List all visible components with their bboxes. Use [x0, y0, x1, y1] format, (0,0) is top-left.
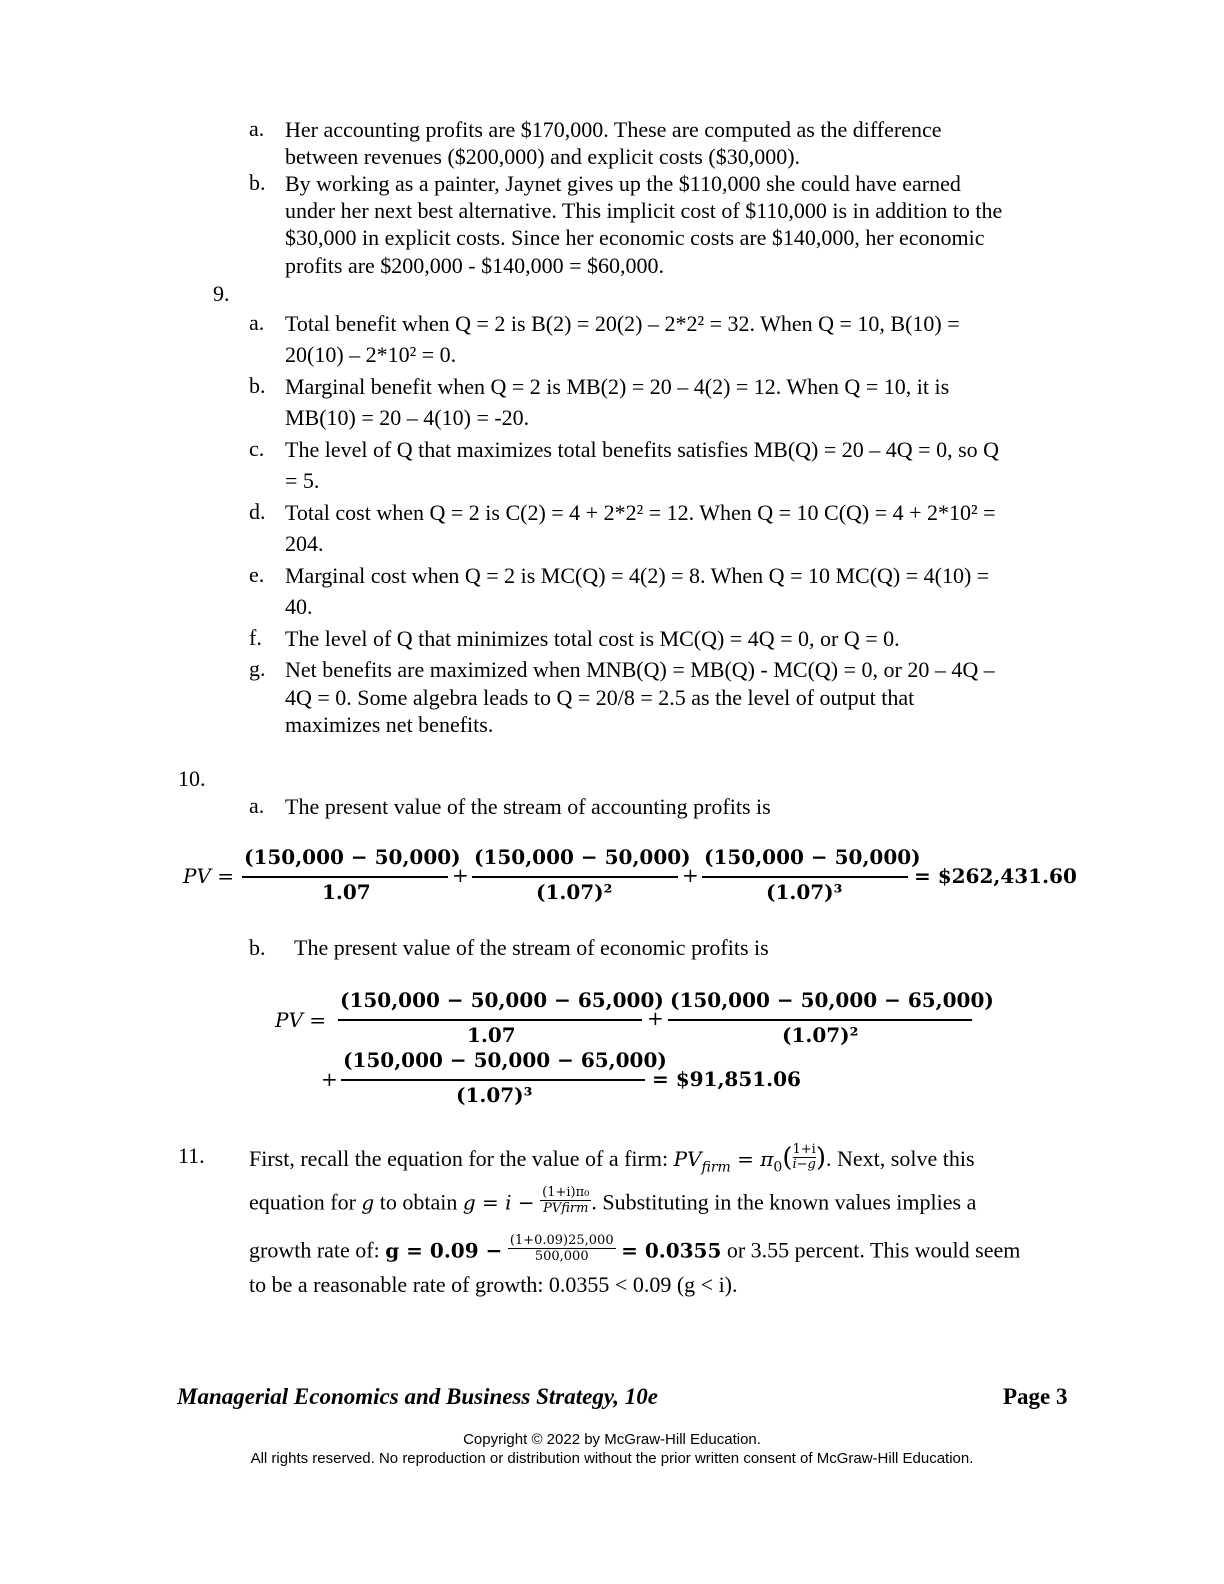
q11-line2-mid: to obtain [374, 1189, 463, 1215]
eq2-lhs: PV = [275, 1008, 327, 1032]
eq1-plus-2: + [682, 863, 699, 887]
q11-line3-post: or 3.55 percent. This would seem [721, 1237, 1021, 1263]
q10-a-letter: a. [249, 793, 265, 818]
q9-number: 9. [213, 281, 230, 306]
q9-g-letter: g. [249, 656, 266, 681]
q9-f-letter: f. [249, 625, 262, 650]
q10-b-letter: b. [249, 935, 266, 960]
q11-line1-pre: First, recall the equation for the value of a firm: [249, 1146, 674, 1171]
q9-d-line1: Total cost when Q = 2 is C(2) = 4 + 2*2² = 12. When Q = 10 C(Q) = 4 + 2*10² = [285, 500, 996, 525]
eq1-lhs: PV = [183, 864, 235, 888]
q8-a-line1: Her accounting profits are $170,000. These are computed as the difference [285, 117, 942, 142]
q9-e-letter: e. [249, 562, 265, 587]
q11-pv-subscript: firm [701, 1159, 731, 1176]
footer-title-text: Managerial Economics and Business Strategy [177, 1384, 614, 1409]
q8-b-line2: under her next best alternative. This implicit cost of $110,000 is in addition to the [285, 198, 1003, 223]
eq1-denominator-1: 1.07 [322, 880, 371, 904]
copyright-line-1: Copyright © 2022 by McGraw-Hill Education. [463, 1431, 761, 1448]
q9-c-line2: = 5. [285, 468, 320, 493]
q8-b-letter: b. [249, 170, 266, 195]
footer-edition: , 10e [613, 1384, 658, 1409]
q11-frac3-den: 500,000 [534, 1249, 589, 1264]
eq2-numerator-1: (150,000 − 50,000 − 65,000) [340, 988, 664, 1012]
q10-b-text: The present value of the stream of economic profits is [294, 935, 769, 960]
footer-page-number: Page 3 [1003, 1384, 1068, 1409]
eq2-numerator-2: (150,000 − 50,000 − 65,000) [670, 988, 994, 1012]
q9-f-line1: The level of Q that minimizes total cost is MC(Q) = 4Q = 0, or Q = 0. [285, 626, 900, 651]
eq2-numerator-3: (150,000 − 50,000 − 65,000) [343, 1048, 667, 1072]
copyright-line-2: All rights reserved. No reproduction or distribution without the prior written consent of McGraw-Hill Education. [250, 1450, 974, 1467]
eq1-plus-1: + [452, 863, 469, 887]
eq2-denominator-1: 1.07 [467, 1023, 516, 1047]
q9-c-letter: c. [249, 436, 265, 461]
eq1-numerator-1: (150,000 − 50,000) [244, 845, 461, 869]
eq1-numerator-3: (150,000 − 50,000) [704, 845, 921, 869]
q9-g-line2: 4Q = 0. Some algebra leads to Q = 20/8 = 2.5 as the level of output that [285, 685, 915, 710]
q11-line4: to be a reasonable rate of growth: 0.0355 < 0.09 (g < i). [249, 1272, 738, 1297]
eq1-denominator-2: (1.07)² [536, 880, 613, 904]
q11-line1: First, recall the equation for the value of a firm: $PV_{firm} = \pi_0$( $\frac{1+i}{i-g}$ ). Next, solve this [249, 1142, 975, 1176]
q9-d-letter: d. [249, 499, 266, 524]
eq2-fraction-bar-1 [338, 1019, 642, 1021]
q11-line2 [249, 1185, 977, 1220]
eq1-result: = $262,431.60 [914, 864, 1077, 888]
q8-a-letter: a. [249, 116, 265, 141]
q9-g-line3: maximizes net benefits. [285, 712, 494, 737]
q9-g-line1: Net benefits are maximized when MNB(Q) = MB(Q) - MC(Q) = 0, or 20 – 4Q – [285, 657, 995, 682]
eq1-numerator-2: (150,000 − 50,000) [474, 845, 691, 869]
eq1-denominator-3: (1.07)³ [766, 880, 843, 904]
eq2-plus-1: + [647, 1006, 664, 1030]
footer-book-title [177, 1384, 658, 1410]
eq2-fraction-bar-3 [341, 1079, 645, 1081]
q11-number: 11. [178, 1143, 205, 1168]
q11-pv-symbol: PV [673, 1147, 702, 1171]
q11-line2-pre: equation for [249, 1189, 362, 1215]
q11-line3-pre: growth rate of: [249, 1237, 386, 1263]
q11-g-symbol: g [361, 1190, 375, 1215]
q11-g-equation: g = i − [462, 1190, 535, 1215]
q11-pi-subscript: 0 [773, 1159, 783, 1176]
eq1-fraction-bar-3 [702, 876, 908, 878]
q11-line1-post: . Next, solve this [826, 1146, 975, 1171]
q11-frac1-num: 1+i [792, 1142, 816, 1158]
q9-a-line1: Total benefit when Q = 2 is B(2) = 20(2) – 2*2² = 32. When Q = 10, B(10) = [285, 311, 960, 336]
q9-c-line1: The level of Q that maximizes total benefits satisfies MB(Q) = 20 – 4Q = 0, so Q [285, 437, 1000, 462]
eq2-result: = $91,851.06 [652, 1067, 801, 1091]
q11-frac2-den: PVfirm [543, 1201, 589, 1216]
q9-d-line2: 204. [285, 531, 324, 556]
q11-line3 [249, 1233, 1021, 1268]
eq2-denominator-2: (1.07)² [782, 1023, 859, 1047]
q9-b-line2: MB(10) = 20 – 4(10) = -20. [285, 405, 530, 430]
q8-b-line3: $30,000 in explicit costs. Since her economic costs are $140,000, her economic [285, 225, 985, 250]
q9-a-letter: a. [249, 310, 265, 335]
q11-frac1-den: i−g [792, 1157, 816, 1173]
q9-b-letter: b. [249, 373, 266, 398]
q9-a-line2: 20(10) – 2*10² = 0. [285, 342, 457, 367]
q11-frac3-num: (1+0.09)25,000 [509, 1233, 614, 1248]
q8-a-line2: between revenues ($200,000) and explicit costs ($30,000). [285, 144, 801, 169]
q11-growth-result: = 0.0355 [621, 1238, 722, 1263]
q8-b-line4: profits are $200,000 - $140,000 = $60,000. [285, 253, 665, 278]
q9-e-line1: Marginal cost when Q = 2 is MC(Q) = 4(2) = 8. When Q = 10 MC(Q) = 4(10) = [285, 563, 990, 588]
q11-growth-equation: g = 0.09 − [385, 1238, 503, 1263]
eq2-fraction-bar-2 [668, 1019, 972, 1021]
q9-b-line1: Marginal benefit when Q = 2 is MB(2) = 20 – 4(2) = 12. When Q = 10, it is [285, 374, 950, 399]
q9-e-line2: 40. [285, 594, 313, 619]
eq2-denominator-3: (1.07)³ [456, 1083, 533, 1107]
q11-line2-post: . Substituting in the known values implies a [591, 1189, 977, 1215]
eq1-fraction-bar-2 [472, 876, 678, 878]
q11-frac2-num: (1+i)π₀ [542, 1185, 590, 1200]
q10-a-text: The present value of the stream of accounting profits is [285, 794, 771, 819]
q10-number: 10. [178, 766, 206, 791]
q8-b-line1: By working as a painter, Jaynet gives up the $110,000 she could have earned [285, 171, 961, 196]
q11-pi-symbol: = π [730, 1147, 774, 1171]
eq1-fraction-bar-1 [242, 876, 448, 878]
eq2-plus-2: + [321, 1067, 338, 1091]
